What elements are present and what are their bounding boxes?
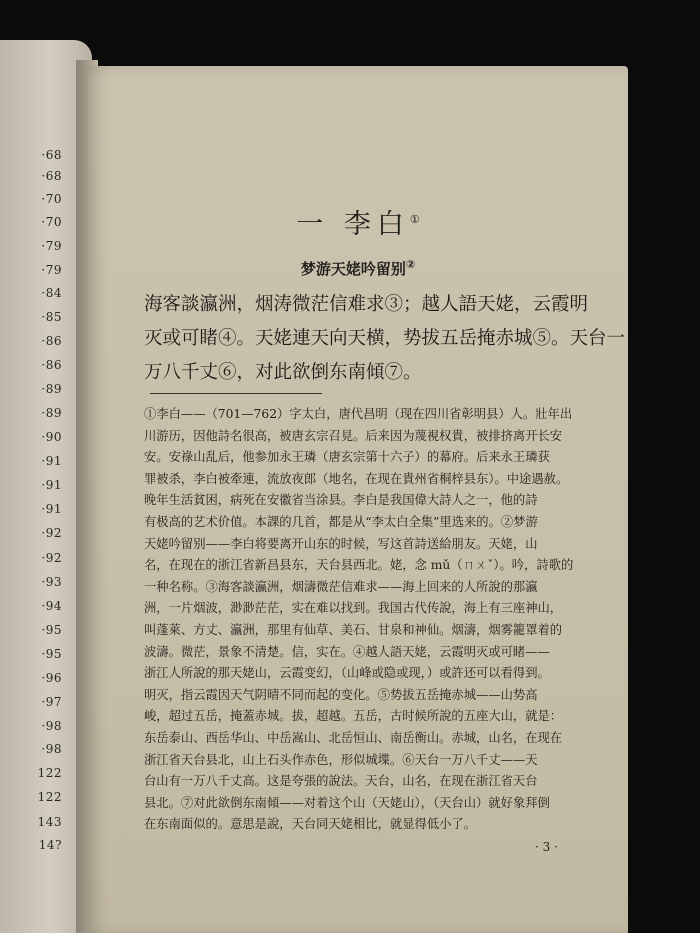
toc-page-number: ·86 xyxy=(41,334,62,348)
toc-page-number: ·92 xyxy=(41,526,62,540)
footnote-line: 川游历，因他詩名很高，被唐玄宗召見。后来因为蔑視权貴，被排挤离开长安 xyxy=(144,428,563,443)
poem-title-text: 梦游天姥吟留别 xyxy=(300,260,406,278)
right-page xyxy=(88,66,628,933)
toc-page-number: ·96 xyxy=(41,671,62,685)
footnote-line: 天姥吟留别——李白将要离开山东的时候，写这首詩送給朋友。天姥，山 xyxy=(144,536,538,551)
toc-page-number: ·95 xyxy=(41,623,62,637)
toc-page-number: 122 xyxy=(37,766,62,780)
poem-title xyxy=(88,258,628,279)
toc-page-number: ·89 xyxy=(41,406,62,420)
toc-page-number: 143 xyxy=(37,815,62,829)
footnote-line: 罪被杀，李白被牽連，流放夜郎（地名，在现在貴州省桐梓县东）。中途遇赦。 xyxy=(144,471,569,486)
footnote-line: 台山有一万八千丈高。这是夸張的說法。天台，山名，在现在浙江省天台 xyxy=(144,774,538,789)
toc-page-number: ·86 xyxy=(41,358,62,372)
toc-page-number: ·85 xyxy=(41,310,62,324)
poem-body xyxy=(144,288,626,390)
footnote-divider xyxy=(150,393,322,394)
chapter-title xyxy=(88,202,628,241)
toc-page-number: ·68 xyxy=(41,148,62,162)
toc-page-number: ·70 xyxy=(41,192,62,206)
toc-page-number: ·97 xyxy=(41,695,62,709)
toc-page-number: ·79 xyxy=(41,263,62,277)
toc-page-number: ·90 xyxy=(41,430,62,444)
toc-page-number: ·92 xyxy=(41,551,62,565)
toc-page-number: ·84 xyxy=(41,286,62,300)
footnote-line: 晚年生活貧困，病死在安徽省当涂县。李白是我国偉大詩人之一，他的詩 xyxy=(144,493,538,508)
toc-page-number: ·93 xyxy=(41,575,62,589)
footnote-line: 安。安祿山乱后，他参加永王璘（唐玄宗第十六子）的幕府。后来永王璘获 xyxy=(144,450,550,465)
footnote-line: 叫蓬萊、方丈、瀛洲，那里有仙草、美石、甘泉和神仙。烟濤，烟雾籠罩着的 xyxy=(144,622,563,637)
poem-line: 灭或可睹④。天姥連天向天横，势拔五岳掩赤城⑤。天台一 xyxy=(144,328,626,349)
toc-page-number: ·91 xyxy=(41,454,62,468)
toc-page-number: ·98 xyxy=(41,719,62,733)
toc-page-number: ·68 xyxy=(41,169,62,183)
toc-page-number: 122 xyxy=(37,790,62,804)
poem-title-note-mark: ② xyxy=(405,258,416,271)
footnote-line: 一种名称。③海客談瀛洲，烟濤微茫信难求——海上回来的人所說的那瀛 xyxy=(144,579,538,594)
poem-line: 万八千丈⑥，对此欲倒东南傾⑦。 xyxy=(144,362,422,383)
toc-page-number: ·94 xyxy=(41,599,62,613)
footnote-line: 东岳泰山、西岳华山、中岳嵩山、北岳恒山、南岳衡山。赤城，山名，在现在 xyxy=(144,730,563,745)
toc-page-number: ·89 xyxy=(41,382,62,396)
footnote-line: 浙江省天台县北，山上石头作赤色，形似城堞。⑥天台一万八千丈——天 xyxy=(144,752,538,767)
footnote-line: 洲，一片烟波，渺渺茫茫，实在难以找到。我国古代传說，海上有三座神山， xyxy=(144,601,563,616)
toc-page-number: ·98 xyxy=(41,742,62,756)
footnote-line: 浙江人所說的那天姥山，云霞变幻，（山峰或隐或现，）或許还可以看得到。 xyxy=(144,666,550,681)
footnote-line: 波濤。微茫，景象不清楚。信，实在。④越人語天姥，云霞明灭或可睹—— xyxy=(144,644,550,659)
footnote-line: 有极高的艺术价值。本課的几首，都是从“李太白全集”里选来的。②梦游 xyxy=(144,514,538,529)
footnote-line: ①李白——（701—762）字太白，唐代昌明（现在四川省彰明县）人。壯年出 xyxy=(144,407,573,421)
toc-page-number: ·79 xyxy=(41,239,62,253)
toc-page-number: ·91 xyxy=(41,478,62,492)
footnote-line: 在东南面似的。意思是說，天台同天姥相比，就显得低小了。 xyxy=(144,817,477,832)
footnotes xyxy=(144,404,622,836)
footnote-line: 县北。⑦对此欲倒东南傾——对着这个山（天姥山），（天台山）就好象拜倒 xyxy=(144,795,550,810)
toc-page-number: ·70 xyxy=(41,215,62,229)
chapter-title-text: 一 李白 xyxy=(296,209,410,240)
chapter-note-mark: ① xyxy=(409,213,420,226)
toc-page-number: ·95 xyxy=(41,647,62,661)
footnote-line: 明灭，指云霞因天气阴晴不同而起的变化。⑤势拔五岳掩赤城——山势高 xyxy=(144,687,538,702)
page-number: · 3 · xyxy=(535,840,558,854)
toc-page-number: 14? xyxy=(38,838,62,852)
footnote-line: 名，在现在的浙江省新昌县东，天台县西北。姥，念 mǔ（ㄇㄨˇ）。吟，詩歌的 xyxy=(144,558,574,573)
poem-line: 海客談瀛洲，烟涛微茫信难求③；越人語天姥，云霞明 xyxy=(144,294,589,315)
footnote-line: 峻，超过五岳，掩蓋赤城。拔，超越。五岳，古时候所說的五座大山，就是： xyxy=(144,709,563,724)
toc-page-number: ·91 xyxy=(41,502,62,516)
